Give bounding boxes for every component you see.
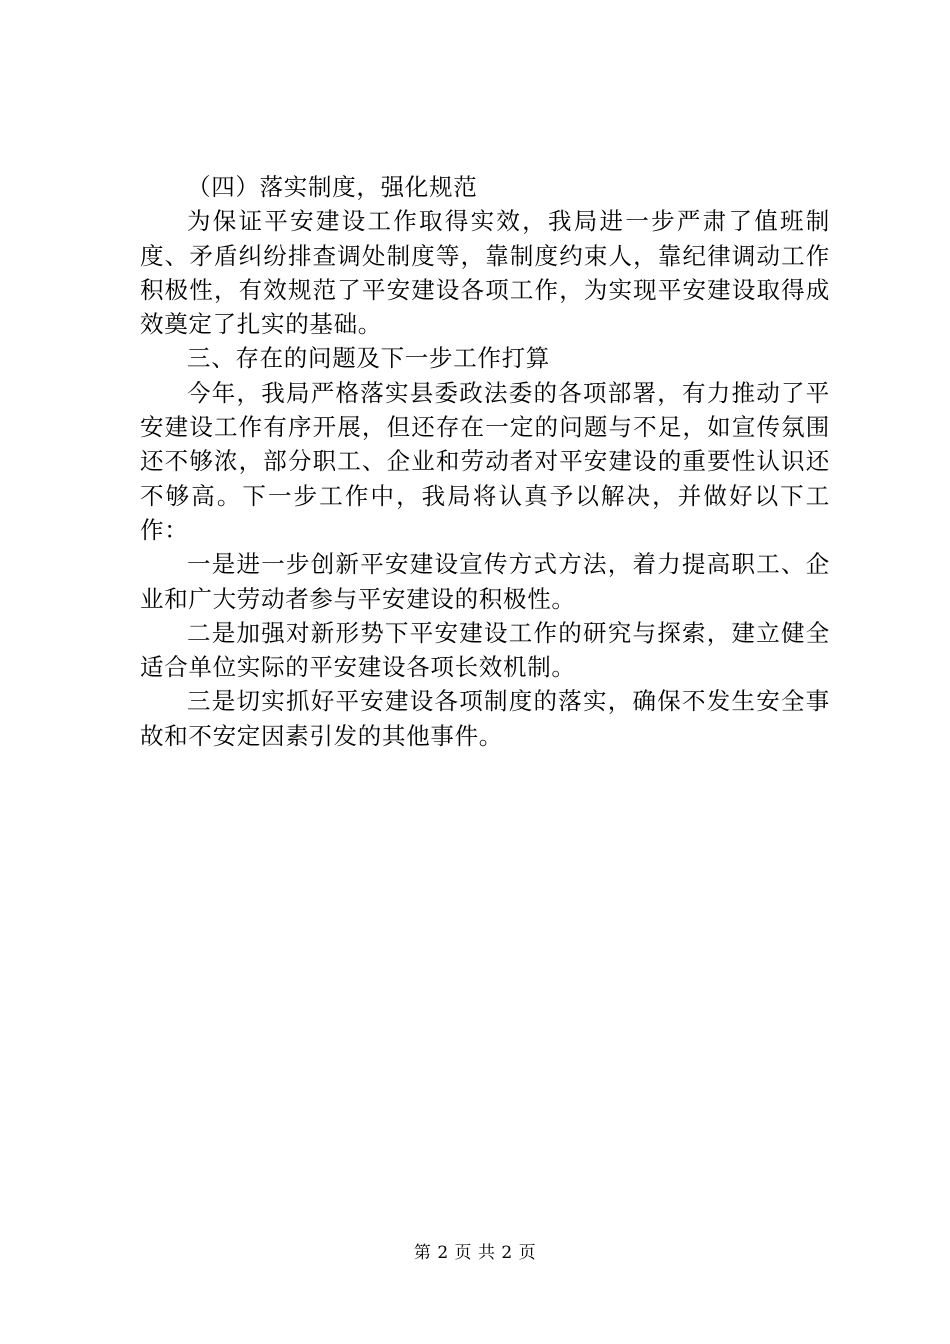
document-body <box>140 170 830 753</box>
body-paragraph: 今年，我局严格落实县委政法委的各项部署，有力推动了平安建设工作有序开展，但还存在一定的问题与不足，如宣传氛围还不够浓，部分职工、企业和劳动者对平安建设的重要性认识还不够高。下一步工作中，我局将认真予以解决，并做好以下工作： <box>140 378 830 544</box>
list-item: 三是切实抓好平安建设各项制度的落实，确保不发生安全事故和不安定因素引发的其他事件。 <box>140 687 830 750</box>
list-item: 二是加强对新形势下平安建设工作的研究与探索，建立健全适合单位实际的平安建设各项长效机制。 <box>140 618 830 682</box>
body-paragraph: 为保证平安建设工作取得实效，我局进一步严肃了值班制度、矛盾纠纷排查调处制度等，靠制度约束人，靠纪律调动工作积极性，有效规范了平安建设各项工作，为实现平安建设取得成效奠定了扎实的基础。 <box>140 207 830 339</box>
list-item: 一是进一步创新平安建设宣传方式方法，着力提高职工、企业和广大劳动者参与平安建设的积极性。 <box>140 550 830 613</box>
section-heading: （四）落实制度，强化规范 <box>187 173 478 201</box>
page-number-footer: 第 2 页 共 2 页 <box>413 1243 537 1263</box>
section-heading: 三、存在的问题及下一步工作打算 <box>187 344 550 373</box>
